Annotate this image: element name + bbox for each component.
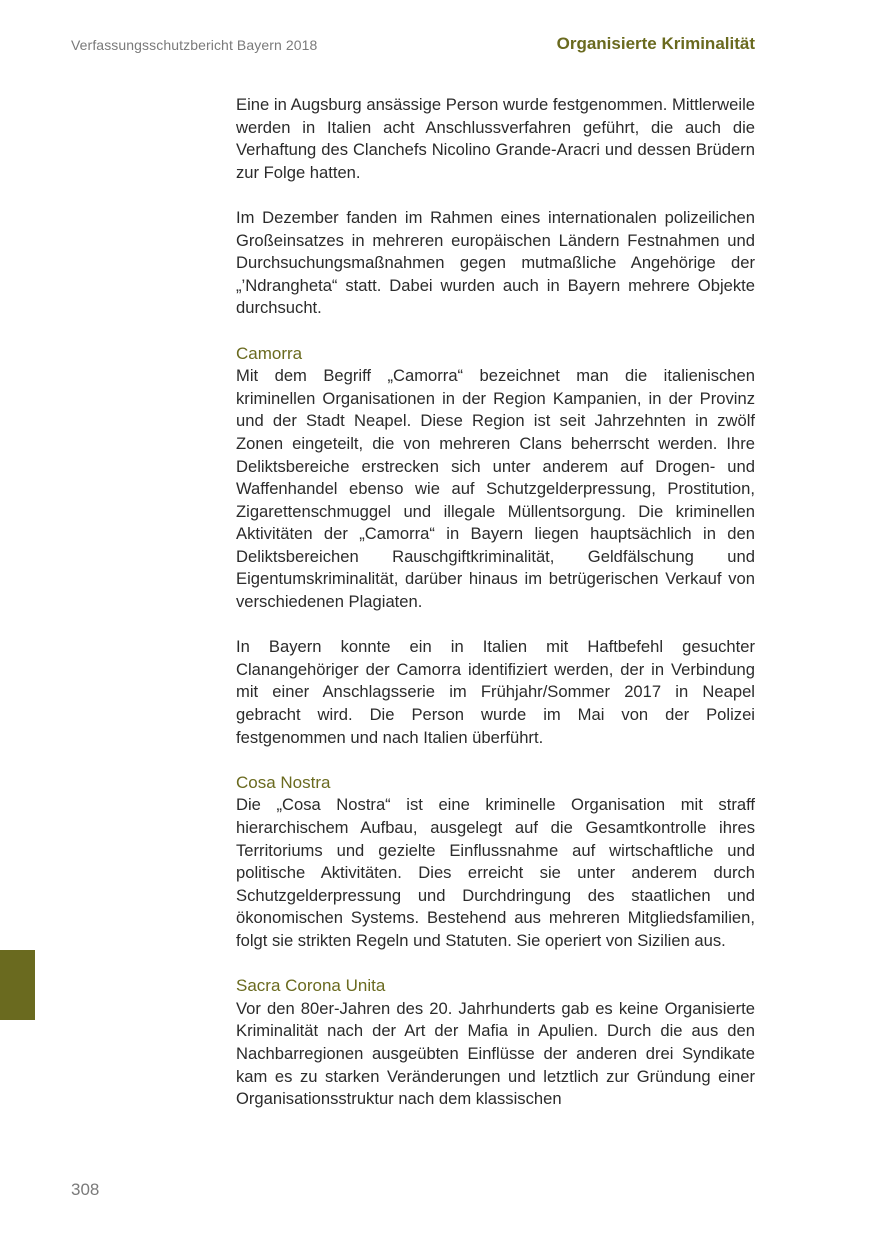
paragraph: In Bayern konnte ein in Italien mit Haftbefehl gesuchter Clanangehöriger der Camorra identifiziert werden, der in Verbindung mit einer Anschlagsserie im Frühjahr/Sommer 2017 in Neapel gebracht wird. Die Person wurde im Mai von der Polizei festgenommen und nach Italien überführt. (236, 637, 755, 747)
paragraph: Die „Cosa Nostra“ ist eine kriminelle Organisation mit straff hierarchischem Aufbau, ausgelegt auf die Gesamtkontrolle ihres Territoriums und gezielte Einflussnahme auf wirtschaftliche und politische Aktivitäten. Dies erreicht sie unter anderem durch Schutzgelderpressung und Durchdringung des staatlichen und ökonomischen Systems. Bestehend aus mehreren Mitgliedsfamilien, folgt sie strikten Regeln und Statuten. Sie operiert von Sizilien aus. (236, 795, 755, 950)
page-number: 308 (71, 1180, 100, 1199)
paragraph-gap (236, 320, 755, 343)
paragraph: Mit dem Begriff „Camorra“ bezeichnet man die italienischen kriminellen Organisationen in der Region Kampanien, in der Provinz und der Stadt Neapel. Diese Region ist seit Jahrzehnten in zwölf Zonen eingeteilt, die von mehreren Clans beherrscht werden. Ihre Deliktsbereiche erstrecken sich unter anderem auf Drogen- und Waffenhandel ebenso wie auf Schutzgelderpressung, Prostitution, Zigarettenschmuggel und illegale Müllentsorgung. Die kriminellen Aktivitäten der „Camorra“ in Bayern liegen hauptsächlich in den Deliktsbereichen Rauschgiftkriminalität, Geldfälschung und Eigentumskriminalität, darüber hinaus im betrügerischen Verkauf von verschiedenen Plagiaten. (236, 366, 755, 612)
paragraph: Eine in Augsburg ansässige Person wurde festgenommen. Mittlerweile werden in Italien acht Anschlussverfahren geführt, die auch die Verhaftung des Clanchefs Nicolino Grande-Aracri und dessen Brüdern zur Folge hatten. (236, 95, 755, 182)
section-heading-camorra: Camorra (236, 343, 303, 363)
paragraph: Im Dezember fanden im Rahmen eines internationalen polizeilichen Großeinsatzes in mehreren europäischen Ländern Festnahmen und Durchsuchungsmaßnahmen gegen mutmaßliche Angehörige der „’Ndrangheta“ statt. Dabei wurden auch in Bayern mehrere Objekte durchsucht. (236, 207, 755, 318)
section-heading-cosa-nostra: Cosa Nostra (236, 772, 331, 792)
paragraph: Vor den 80er-Jahren des 20. Jahrhunderts gab es keine Organisierte Kriminalität nach der Art der Mafia in Apulien. Durch die aus den Nachbarregionen ausgeübten Einflüsse der anderen drei Syndikate kam es zu starken Veränderungen und letztlich zur Gründung einer Organisationsstruktur nach dem klassischen (236, 998, 755, 1109)
paragraph-gap (236, 749, 755, 772)
chapter-side-tab (0, 950, 35, 1020)
paragraph-gap (236, 184, 755, 207)
running-header-publication: Verfassungsschutzbericht Bayern 2018 (71, 37, 318, 53)
main-content (236, 94, 755, 1111)
paragraph-gap (236, 614, 755, 637)
paragraph-gap (236, 953, 755, 976)
section-heading-sacra-corona-unita: Sacra Corona Unita (236, 976, 386, 996)
running-header-chapter: Organisierte Kriminalität (556, 34, 755, 53)
